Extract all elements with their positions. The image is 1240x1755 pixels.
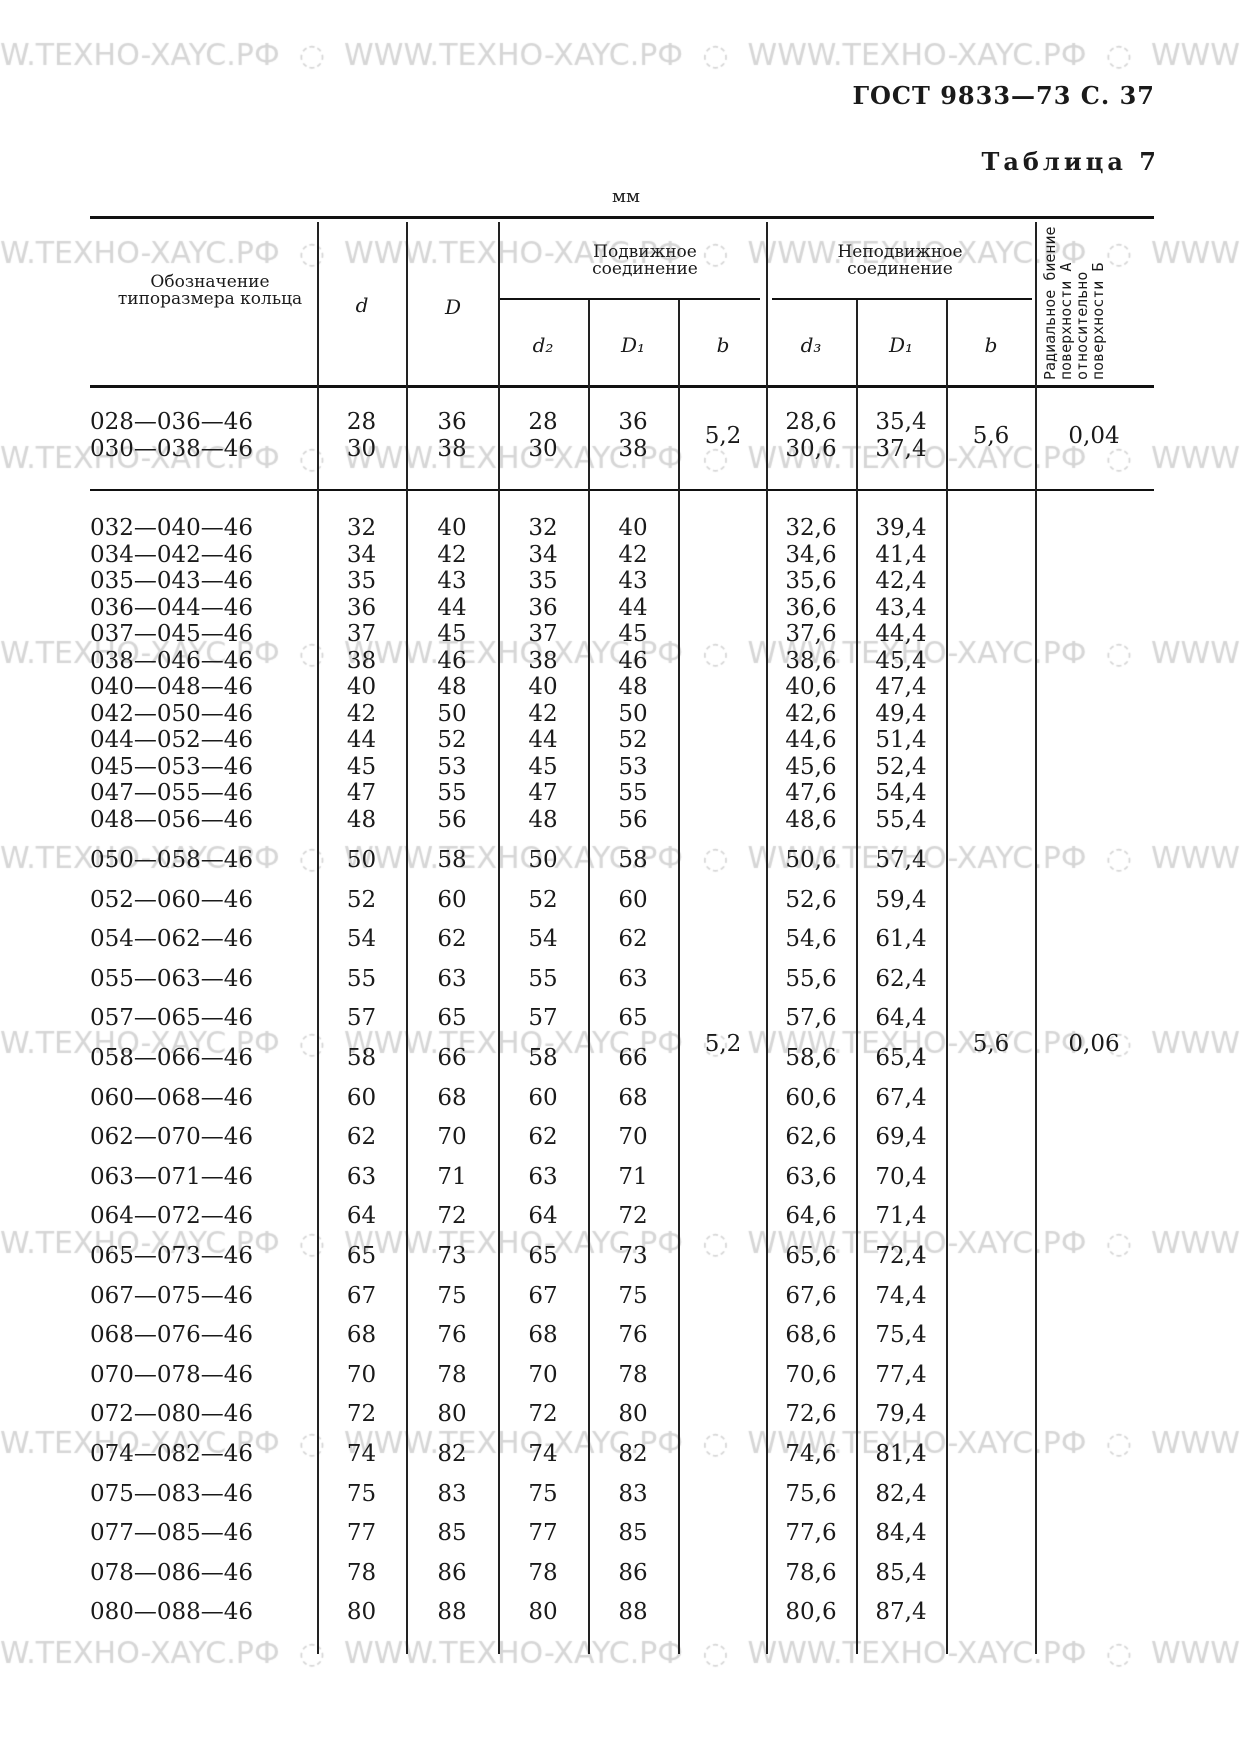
col-D1-fixed: D₁ [888,333,914,357]
cell-D1-fixed: 64,4 [875,1005,927,1031]
cell-designation: 058—066—46 [90,1045,254,1071]
col-b-fixed: b [984,333,998,357]
cell-d2: 54 [528,926,558,952]
cell-D1: 45 [618,621,648,647]
cell-d3: 30,6 [785,436,837,462]
cell-designation: 038—046—46 [90,648,254,674]
cell-d2: 63 [528,1164,558,1190]
cell-runout: 0,04 [1068,423,1120,449]
cell-designation: 063—071—46 [90,1164,254,1190]
cell-designation: 037—045—46 [90,621,254,647]
cell-d: 55 [346,966,377,992]
cell-d2: 37 [528,621,558,647]
column-rule [946,300,948,1654]
cell-designation: 050—058—46 [90,847,254,873]
cell-designation: 062—070—46 [90,1124,254,1150]
cell-D1: 58 [618,847,648,873]
cell-d3: 36,6 [785,595,837,621]
cell-D: 63 [437,966,467,992]
cell-designation: 054—062—46 [90,926,254,952]
cell-designation: 072—080—46 [90,1401,254,1427]
cell-d: 54 [346,926,377,952]
cell-D1: 66 [618,1045,648,1071]
cell-D1-fixed: 57,4 [875,847,927,873]
cell-D1: 46 [618,648,648,674]
cell-D: 42 [437,542,467,568]
cell-d3: 45,6 [785,754,837,780]
cell-D: 85 [437,1520,467,1546]
cell-D1: 71 [618,1164,648,1190]
cell-d: 40 [346,674,377,700]
cell-d3: 38,6 [785,648,837,674]
col-D1: D₁ [620,333,646,357]
cell-d3: 65,6 [785,1243,837,1269]
cell-d3: 80,6 [785,1599,837,1625]
cell-d2: 80 [528,1599,558,1625]
cell-d3: 62,6 [785,1124,837,1150]
cell-D1: 42 [618,542,648,568]
cell-D: 52 [437,727,467,753]
cell-D1-fixed: 65,4 [875,1045,927,1071]
cell-designation: 028—036—46 [90,409,254,435]
cell-d: 34 [346,542,377,568]
cell-d: 60 [346,1085,377,1111]
cell-d3: 48,6 [785,807,837,833]
cell-d: 63 [346,1164,377,1190]
cell-d: 28 [346,409,377,435]
cell-d3: 54,6 [785,926,837,952]
cell-d3: 32,6 [785,515,837,541]
cell-D1: 62 [618,926,648,952]
cell-d: 58 [346,1045,377,1071]
cell-D: 70 [437,1124,467,1150]
col-b: b [716,333,730,357]
cell-D: 83 [437,1481,467,1507]
cell-D1: 80 [618,1401,648,1427]
cell-D: 88 [437,1599,467,1625]
column-rule [406,222,408,1654]
cell-designation: 067—075—46 [90,1283,254,1309]
col-d3: d₃ [800,333,822,357]
cell-designation: 080—088—46 [90,1599,254,1625]
cell-d2: 77 [528,1520,558,1546]
col-d2: d₂ [532,333,554,357]
cell-D: 55 [437,780,467,806]
cell-designation: 078—086—46 [90,1560,254,1586]
table-label: Таблица 7 [981,147,1160,176]
column-rule [317,222,319,1654]
cell-D: 73 [437,1243,467,1269]
cell-d3: 55,6 [785,966,837,992]
cell-D1-fixed: 61,4 [875,926,927,952]
cell-D1-fixed: 70,4 [875,1164,927,1190]
cell-D1: 52 [618,727,648,753]
cell-designation: 055—063—46 [90,966,254,992]
cell-D1-fixed: 79,4 [875,1401,927,1427]
cell-D1-fixed: 74,4 [875,1283,927,1309]
cell-D1: 78 [618,1362,648,1388]
col-runout: Радиальное биение поверхности А относительно поверхности Б [1041,226,1107,380]
cell-D1: 44 [618,595,648,621]
cell-D1-fixed: 41,4 [875,542,927,568]
cell-d2: 32 [528,515,558,541]
cell-d3: 57,6 [785,1005,837,1031]
header-bottom-rule [90,385,1154,388]
cell-D1: 85 [618,1520,648,1546]
cell-D1: 72 [618,1203,648,1229]
cell-d: 50 [346,847,377,873]
cell-designation: 077—085—46 [90,1520,254,1546]
cell-D1-fixed: 67,4 [875,1085,927,1111]
cell-D1-fixed: 44,4 [875,621,927,647]
cell-d: 80 [346,1599,377,1625]
column-rule [678,300,680,1654]
cell-D1-fixed: 55,4 [875,807,927,833]
cell-D1: 53 [618,754,648,780]
cell-d3: 47,6 [785,780,837,806]
cell-D: 50 [437,701,467,727]
cell-D1-fixed: 84,4 [875,1520,927,1546]
cell-D: 65 [437,1005,467,1031]
cell-d: 37 [346,621,377,647]
cell-designation: 070—078—46 [90,1362,254,1388]
cell-D1: 88 [618,1599,648,1625]
cell-D1-fixed: 69,4 [875,1124,927,1150]
cell-D1-fixed: 71,4 [875,1203,927,1229]
cell-D: 36 [437,409,467,435]
cell-d2: 34 [528,542,558,568]
cell-D1: 38 [618,436,648,462]
cell-d2: 40 [528,674,558,700]
cell-D1: 60 [618,887,648,913]
cell-D1-fixed: 51,4 [875,727,927,753]
cell-d: 68 [346,1322,377,1348]
cell-D1-fixed: 54,4 [875,780,927,806]
cell-d: 70 [346,1362,377,1388]
cell-D1-fixed: 77,4 [875,1362,927,1388]
cell-d: 67 [346,1283,377,1309]
column-rule [498,222,500,1654]
cell-d3: 67,6 [785,1283,837,1309]
cell-d: 36 [346,595,377,621]
cell-d2: 48 [528,807,558,833]
cell-D: 53 [437,754,467,780]
table-top-rule [90,216,1154,219]
cell-D1: 36 [618,409,648,435]
cell-D: 82 [437,1441,467,1467]
cell-D1-fixed: 85,4 [875,1560,927,1586]
cell-D1: 70 [618,1124,648,1150]
cell-D1: 48 [618,674,648,700]
cell-d: 32 [346,515,377,541]
cell-d: 35 [346,568,377,594]
cell-D: 66 [437,1045,467,1071]
cell-D1-fixed: 49,4 [875,701,927,727]
cell-d3: 77,6 [785,1520,837,1546]
cell-d: 78 [346,1560,377,1586]
cell-designation: 047—055—46 [90,780,254,806]
cell-D: 72 [437,1203,467,1229]
cell-D1: 75 [618,1283,648,1309]
cell-D1-fixed: 72,4 [875,1243,927,1269]
column-rule [1035,222,1037,1654]
cell-b-movable: 5,2 [704,423,742,449]
cell-d2: 64 [528,1203,558,1229]
fixed-subrule [772,298,1032,300]
cell-D1-fixed: 42,4 [875,568,927,594]
cell-d3: 72,6 [785,1401,837,1427]
cell-runout: 0,06 [1068,1031,1120,1057]
col-D: D [444,295,462,319]
cell-D: 48 [437,674,467,700]
cell-D: 68 [437,1085,467,1111]
cell-d3: 63,6 [785,1164,837,1190]
cell-b-fixed: 5,6 [972,423,1010,449]
cell-d2: 75 [528,1481,558,1507]
cell-d: 64 [346,1203,377,1229]
cell-designation: 042—050—46 [90,701,254,727]
cell-d2: 55 [528,966,558,992]
cell-d3: 78,6 [785,1560,837,1586]
cell-D1: 86 [618,1560,648,1586]
cell-d: 77 [346,1520,377,1546]
cell-d2: 65 [528,1243,558,1269]
cell-d3: 58,6 [785,1045,837,1071]
cell-designation: 035—043—46 [90,568,254,594]
cell-D1: 73 [618,1243,648,1269]
cell-D1-fixed: 47,4 [875,674,927,700]
col-d: d [355,293,369,317]
cell-D: 86 [437,1560,467,1586]
cell-D: 58 [437,847,467,873]
cell-designation: 064—072—46 [90,1203,254,1229]
cell-D: 60 [437,887,467,913]
cell-d: 57 [346,1005,377,1031]
cell-D: 80 [437,1401,467,1427]
cell-d3: 70,6 [785,1362,837,1388]
cell-d3: 50,6 [785,847,837,873]
cell-d2: 67 [528,1283,558,1309]
cell-d3: 44,6 [785,727,837,753]
cell-designation: 040—048—46 [90,674,254,700]
cell-d: 72 [346,1401,377,1427]
cell-d3: 37,6 [785,621,837,647]
cell-d2: 60 [528,1085,558,1111]
cell-d3: 42,6 [785,701,837,727]
movable-subrule [498,298,760,300]
cell-D: 40 [437,515,467,541]
cell-d2: 70 [528,1362,558,1388]
column-rule [588,300,590,1654]
cell-D1-fixed: 82,4 [875,1481,927,1507]
cell-d2: 38 [528,648,558,674]
cell-d2: 72 [528,1401,558,1427]
cell-D1-fixed: 75,4 [875,1322,927,1348]
column-rule [856,300,858,1654]
cell-d2: 50 [528,847,558,873]
cell-d2: 28 [528,409,558,435]
cell-d: 47 [346,780,377,806]
units-label: мм [612,186,641,207]
cell-b-movable: 5,2 [704,1031,742,1057]
cell-designation: 036—044—46 [90,595,254,621]
cell-D1-fixed: 62,4 [875,966,927,992]
cell-designation: 045—053—46 [90,754,254,780]
cell-d2: 44 [528,727,558,753]
cell-d3: 40,6 [785,674,837,700]
cell-d3: 34,6 [785,542,837,568]
group-divider [90,489,1154,491]
cell-d: 52 [346,887,377,913]
cell-D1: 56 [618,807,648,833]
cell-D1-fixed: 43,4 [875,595,927,621]
cell-D1: 83 [618,1481,648,1507]
cell-D1: 55 [618,780,648,806]
cell-b-fixed: 5,6 [972,1031,1010,1057]
cell-d2: 57 [528,1005,558,1031]
cell-D: 43 [437,568,467,594]
cell-D: 75 [437,1283,467,1309]
cell-D1: 68 [618,1085,648,1111]
cell-D: 38 [437,436,467,462]
col-movable: Подвижное соединение [592,242,698,279]
cell-d2: 47 [528,780,558,806]
cell-D: 76 [437,1322,467,1348]
cell-D: 56 [437,807,467,833]
cell-D1-fixed: 45,4 [875,648,927,674]
cell-designation: 060—068—46 [90,1085,254,1111]
cell-designation: 048—056—46 [90,807,254,833]
cell-d2: 78 [528,1560,558,1586]
cell-d2: 74 [528,1441,558,1467]
cell-designation: 068—076—46 [90,1322,254,1348]
cell-D1-fixed: 59,4 [875,887,927,913]
cell-d: 48 [346,807,377,833]
cell-d2: 52 [528,887,558,913]
cell-d: 74 [346,1441,377,1467]
cell-D1: 63 [618,966,648,992]
cell-d: 30 [346,436,377,462]
cell-D1: 76 [618,1322,648,1348]
cell-designation: 052—060—46 [90,887,254,913]
cell-d3: 28,6 [785,409,837,435]
cell-D1: 40 [618,515,648,541]
cell-D: 78 [437,1362,467,1388]
cell-d: 38 [346,648,377,674]
cell-D1-fixed: 39,4 [875,515,927,541]
cell-designation: 057—065—46 [90,1005,254,1031]
cell-D1-fixed: 87,4 [875,1599,927,1625]
cell-d2: 58 [528,1045,558,1071]
cell-designation: 030—038—46 [90,436,254,462]
cell-D: 46 [437,648,467,674]
cell-d3: 64,6 [785,1203,837,1229]
cell-d3: 75,6 [785,1481,837,1507]
cell-D: 62 [437,926,467,952]
cell-D: 45 [437,621,467,647]
document-header: ГОСТ 9833—73 С. 37 [852,81,1155,110]
cell-D1-fixed: 35,4 [875,409,927,435]
cell-D1: 65 [618,1005,648,1031]
cell-designation: 075—083—46 [90,1481,254,1507]
cell-D1: 50 [618,701,648,727]
cell-d2: 68 [528,1322,558,1348]
column-rule [766,222,768,1654]
cell-d2: 45 [528,754,558,780]
col-fixed: Неподвижное соединение [837,242,963,279]
cell-d: 42 [346,701,377,727]
cell-d: 75 [346,1481,377,1507]
col-designation: Обозначение типоразмера кольца [117,272,303,309]
cell-D1-fixed: 37,4 [875,436,927,462]
cell-d3: 60,6 [785,1085,837,1111]
cell-d: 65 [346,1243,377,1269]
cell-designation: 044—052—46 [90,727,254,753]
cell-d3: 52,6 [785,887,837,913]
cell-d2: 35 [528,568,558,594]
cell-designation: 034—042—46 [90,542,254,568]
cell-d2: 62 [528,1124,558,1150]
cell-d3: 35,6 [785,568,837,594]
cell-d2: 42 [528,701,558,727]
cell-designation: 032—040—46 [90,515,254,541]
cell-d: 44 [346,727,377,753]
cell-designation: 074—082—46 [90,1441,254,1467]
cell-d: 62 [346,1124,377,1150]
cell-D: 71 [437,1164,467,1190]
cell-d3: 74,6 [785,1441,837,1467]
cell-D1-fixed: 52,4 [875,754,927,780]
cell-D1: 82 [618,1441,648,1467]
cell-designation: 065—073—46 [90,1243,254,1269]
cell-D1-fixed: 81,4 [875,1441,927,1467]
cell-D1: 43 [618,568,648,594]
cell-d2: 30 [528,436,558,462]
cell-d3: 68,6 [785,1322,837,1348]
cell-D: 44 [437,595,467,621]
cell-d2: 36 [528,595,558,621]
cell-d: 45 [346,754,377,780]
